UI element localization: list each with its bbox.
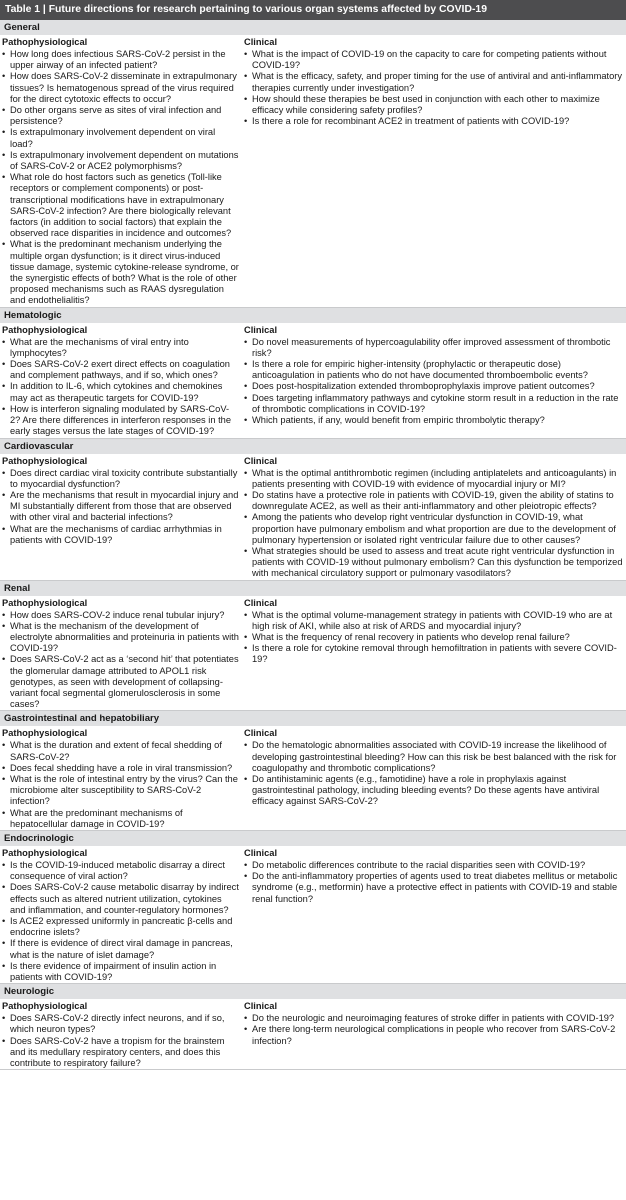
clinical-heading: Clinical [244,847,278,858]
clinical-question-list [244,610,623,666]
section-hematologic [0,308,626,439]
question-item: • What is the mechanism of the development of electrolyte abnormalities and proteinuria in patients with COVID-19? [2,621,239,655]
clinical-column [242,36,623,307]
section-heading: Hematologic [0,308,626,323]
pathophysiological-column [2,324,242,438]
question-item: • Do metabolic differences contribute to the racial disparities seen with COVID-19? [244,860,623,871]
question-item: • Are there long-term neurological complications in people who recover from SARS-CoV-2 infection? [244,1024,623,1046]
section-body [0,323,626,438]
clinical-question-list [244,860,623,905]
clinical-heading: Clinical [244,1001,278,1012]
pathophysiological-heading: Pathophysiological [2,728,88,739]
clinical-heading: Clinical [244,324,278,335]
pathophysiological-question-list [2,49,239,307]
question-item: • What are the mechanisms of viral entry into lymphocytes? [2,337,239,359]
question-item: • Do the anti-inflammatory properties of agents used to treat diabetes mellitus or metabolic syndrome (e.g., metformin) have a protective effect in patients with COVID-19 and stable renal function? [244,871,623,905]
section-body [0,999,626,1069]
clinical-heading: Clinical [244,455,278,466]
clinical-question-list [244,468,623,580]
section-body [0,726,626,830]
question-item: • Does direct cardiac viral toxicity contribute substantially to myocardial dysfunction? [2,468,239,490]
question-item: • Is extrapulmonary involvement dependent on mutations of SARS-CoV-2 or ACE2 polymorphisms? [2,150,239,172]
question-item: • What strategies should be used to assess and treat acute right ventricular dysfunction in patients with COVID-19 without pulmonary embolism? Can this dysfunction be temporized with mechanical circulatory support or pulmonary vasodilators? [244,546,623,580]
question-item: • Is there a role for empiric higher-intensity (prophylactic or therapeutic dose) anticoagulation in patients who do not have documented thromboembolic events? [244,359,623,381]
section-renal [0,581,626,712]
pathophysiological-question-list [2,860,239,983]
pathophysiological-column [2,455,242,580]
clinical-column [242,324,623,438]
question-item: • Do other organs serve as sites of viral infection and persistence? [2,105,239,127]
question-item: • Is there a role for recombinant ACE2 in treatment of patients with COVID-19? [244,116,623,127]
question-item: • Does SARS-CoV-2 act as a ‘second hit’ that potentiates the glomerular damage attributed to APOL1 risk genotypes, as seen with development of collapsing-variant focal segmental glomerulosclerosis in some cases? [2,654,239,710]
question-item: • What is the predominant mechanism underlying the multiple organ dysfunction; is it direct virus-induced tissue damage, systemic cytokine-release syndrome, or the synergistic effects of both? What is the role of other proposed mechanisms such as RAAS dysregulation and endothelialitis? [2,239,239,306]
question-item: • Do the hematologic abnormalities associated with COVID-19 increase the likelihood of developing gastrointestinal bleeding? How can this risk be best balanced with the risk for coagulopathy and thrombotic complications? [244,740,623,774]
pathophysiological-column [2,597,242,711]
question-item: • Is ACE2 expressed uniformly in pancreatic β-cells and endocrine islets? [2,916,239,938]
question-item: • What is the duration and extent of fecal shedding of SARS-CoV-2? [2,740,239,762]
section-divider [0,1069,626,1070]
section-body [0,596,626,711]
question-item: • Does SARS-CoV-2 directly infect neurons, and if so, which neuron types? [2,1013,239,1035]
section-endocrinologic [0,831,626,984]
pathophysiological-column [2,727,242,830]
pathophysiological-heading: Pathophysiological [2,324,88,335]
question-item: • What are the predominant mechanisms of hepatocellular damage in COVID-19? [2,808,239,830]
section-heading: Neurologic [0,984,626,999]
question-item: • Do novel measurements of hypercoagulability offer improved assessment of thrombotic risk? [244,337,623,359]
question-item: • Among the patients who develop right ventricular dysfunction in COVID-19, what proportion have pulmonary embolism and what proportion are due to the development of pulmonary hypertension or isolated right ventricular failure due to other causes? [244,512,623,546]
pathophysiological-heading: Pathophysiological [2,37,88,47]
question-item: • Is extrapulmonary involvement dependent on viral load? [2,127,239,149]
section-cardiovascular [0,439,626,581]
question-item: • How does SARS-CoV-2 disseminate in extrapulmonary tissues? Is hematogenous spread of the virus required for the direct cytotoxic effects to occur? [2,71,239,105]
clinical-column [242,847,623,983]
pathophysiological-heading: Pathophysiological [2,847,88,858]
clinical-heading: Clinical [244,37,278,47]
question-item: • What is the role of intestinal entry by the virus? Can the microbiome alter susceptibility to SARS-CoV-2 infection? [2,774,239,808]
pathophysiological-question-list [2,337,239,438]
question-item: • Which patients, if any, would benefit from empiric thrombolytic therapy? [244,415,623,426]
question-item: • Is there evidence of impairment of insulin action in patients with COVID-19? [2,961,239,983]
section-body [0,454,626,580]
clinical-column [242,1000,623,1069]
pathophysiological-question-list [2,740,239,830]
question-item: • How long does infectious SARS-CoV-2 persist in the upper airway of an infected patient? [2,49,239,71]
section-heading: Renal [0,581,626,596]
clinical-question-list [244,337,623,427]
section-heading: Gastrointestinal and hepatobiliary [0,711,626,726]
question-item: • Is there a role for cytokine removal through hemofiltration in patients with severe COVID-19? [244,643,623,665]
question-item: • Do statins have a protective role in patients with COVID-19, given the ability of statins to downregulate ACE2, as well as their anti-inflammatory and other pleiotropic effects? [244,490,623,512]
question-item: • Does fecal shedding have a role in viral transmission? [2,763,239,774]
question-item: • Does SARS-CoV-2 exert direct effects on coagulation and complement pathways, and if so, which ones? [2,359,239,381]
question-item: • How does SARS-COV-2 induce renal tubular injury? [2,610,239,621]
question-item: • Does SARS-CoV-2 have a tropism for the brainstem and its medullary respiratory centers, and does this contribute to respiratory failure? [2,1036,239,1070]
clinical-column [242,597,623,711]
section-heading: Endocrinologic [0,831,626,846]
section-body [0,846,626,983]
section-body [0,35,626,307]
section-gastrointestinal-and-hepatobiliary [0,711,626,831]
clinical-question-list [244,740,623,807]
question-item: • Does SARS-CoV-2 cause metabolic disarray by indirect effects such as altered nutrient utilization, cytokines and inflammation, and counter-regulatory hormones? [2,882,239,916]
question-item: • What is the frequency of renal recovery in patients who develop renal failure? [244,632,623,643]
clinical-heading: Clinical [244,728,278,739]
question-item: • Does post-hospitalization extended thromboprophylaxis improve patient outcomes? [244,381,623,392]
question-item: • What is the optimal volume-management strategy in patients with COVID-19 who are at high risk of AKI, while also at risk of ARDS and myocardial injury? [244,610,623,632]
question-item: • What are the mechanisms of cardiac arrhythmias in patients with COVID-19? [2,524,239,546]
question-item: • How should these therapies be best used in conjunction with each other to maximize efficacy while considering safety profiles? [244,94,623,116]
pathophysiological-column [2,1000,242,1069]
section-neurologic [0,984,626,1070]
clinical-column [242,727,623,830]
pathophysiological-column [2,36,242,307]
question-item: • Do the neurologic and neuroimaging features of stroke differ in patients with COVID-19? [244,1013,623,1024]
section-general [0,20,626,308]
table-sections [0,20,626,1070]
question-item: • What is the optimal antithrombotic regimen (including antiplatelets and anticoagulants) in patients presenting with COVID-19 with evidence of myocardial injury or MI? [244,468,623,490]
pathophysiological-column [2,847,242,983]
section-heading: General [0,20,626,35]
question-item: • What is the efficacy, safety, and proper timing for the use of antiviral and anti-inflammatory therapies currently under investigation? [244,71,623,93]
question-item: • Do antihistaminic agents (e.g., famotidine) have a role in prophylaxis against gastrointestinal pathology, including bleeding events? Do these agents have antiviral efficacy against SARS-CoV-2? [244,774,623,808]
pathophysiological-heading: Pathophysiological [2,1001,88,1012]
pathophysiological-question-list [2,468,239,546]
pathophysiological-question-list [2,1013,239,1069]
section-heading: Cardiovascular [0,439,626,454]
question-item: • How is interferon signaling modulated by SARS-CoV-2? Are there differences in interferon responses in the early stages versus the late stages of COVID-19? [2,404,239,438]
pathophysiological-question-list [2,610,239,711]
clinical-column [242,455,623,580]
question-item: • Does targeting inflammatory pathways and cytokine storm result in a reduction in the rate of thrombotic complications in COVID-19? [244,393,623,415]
clinical-question-list [244,49,623,127]
table-title: Table 1 | Future directions for research pertaining to various organ systems affected by COVID-19 [0,0,626,20]
question-item: • If there is evidence of direct viral damage in pancreas, what is the nature of islet damage? [2,938,239,960]
question-item: • What is the impact of COVID-19 on the capacity to care for competing patients without COVID-19? [244,49,623,71]
question-item: • In addition to IL-6, which cytokines and chemokines may act as therapeutic targets for COVID-19? [2,381,239,403]
question-item: • Are the mechanisms that result in myocardial injury and MI substantially different from those that are observed with other viral and bacterial infections? [2,490,239,524]
pathophysiological-heading: Pathophysiological [2,455,88,466]
clinical-question-list [244,1013,623,1047]
question-item: • What role do host factors such as genetics (Toll-like receptors or complement components) or post-transcriptional modifications have in extrapulmonary SARS-CoV-2 infection? Are there biologically relevant factors (in addition to social factors) that explain the observed race disparities in incidence and outcomes? [2,172,239,239]
question-item: • Is the COVID-19-induced metabolic disarray a direct consequence of viral action? [2,860,239,882]
pathophysiological-heading: Pathophysiological [2,597,88,608]
clinical-heading: Clinical [244,597,278,608]
